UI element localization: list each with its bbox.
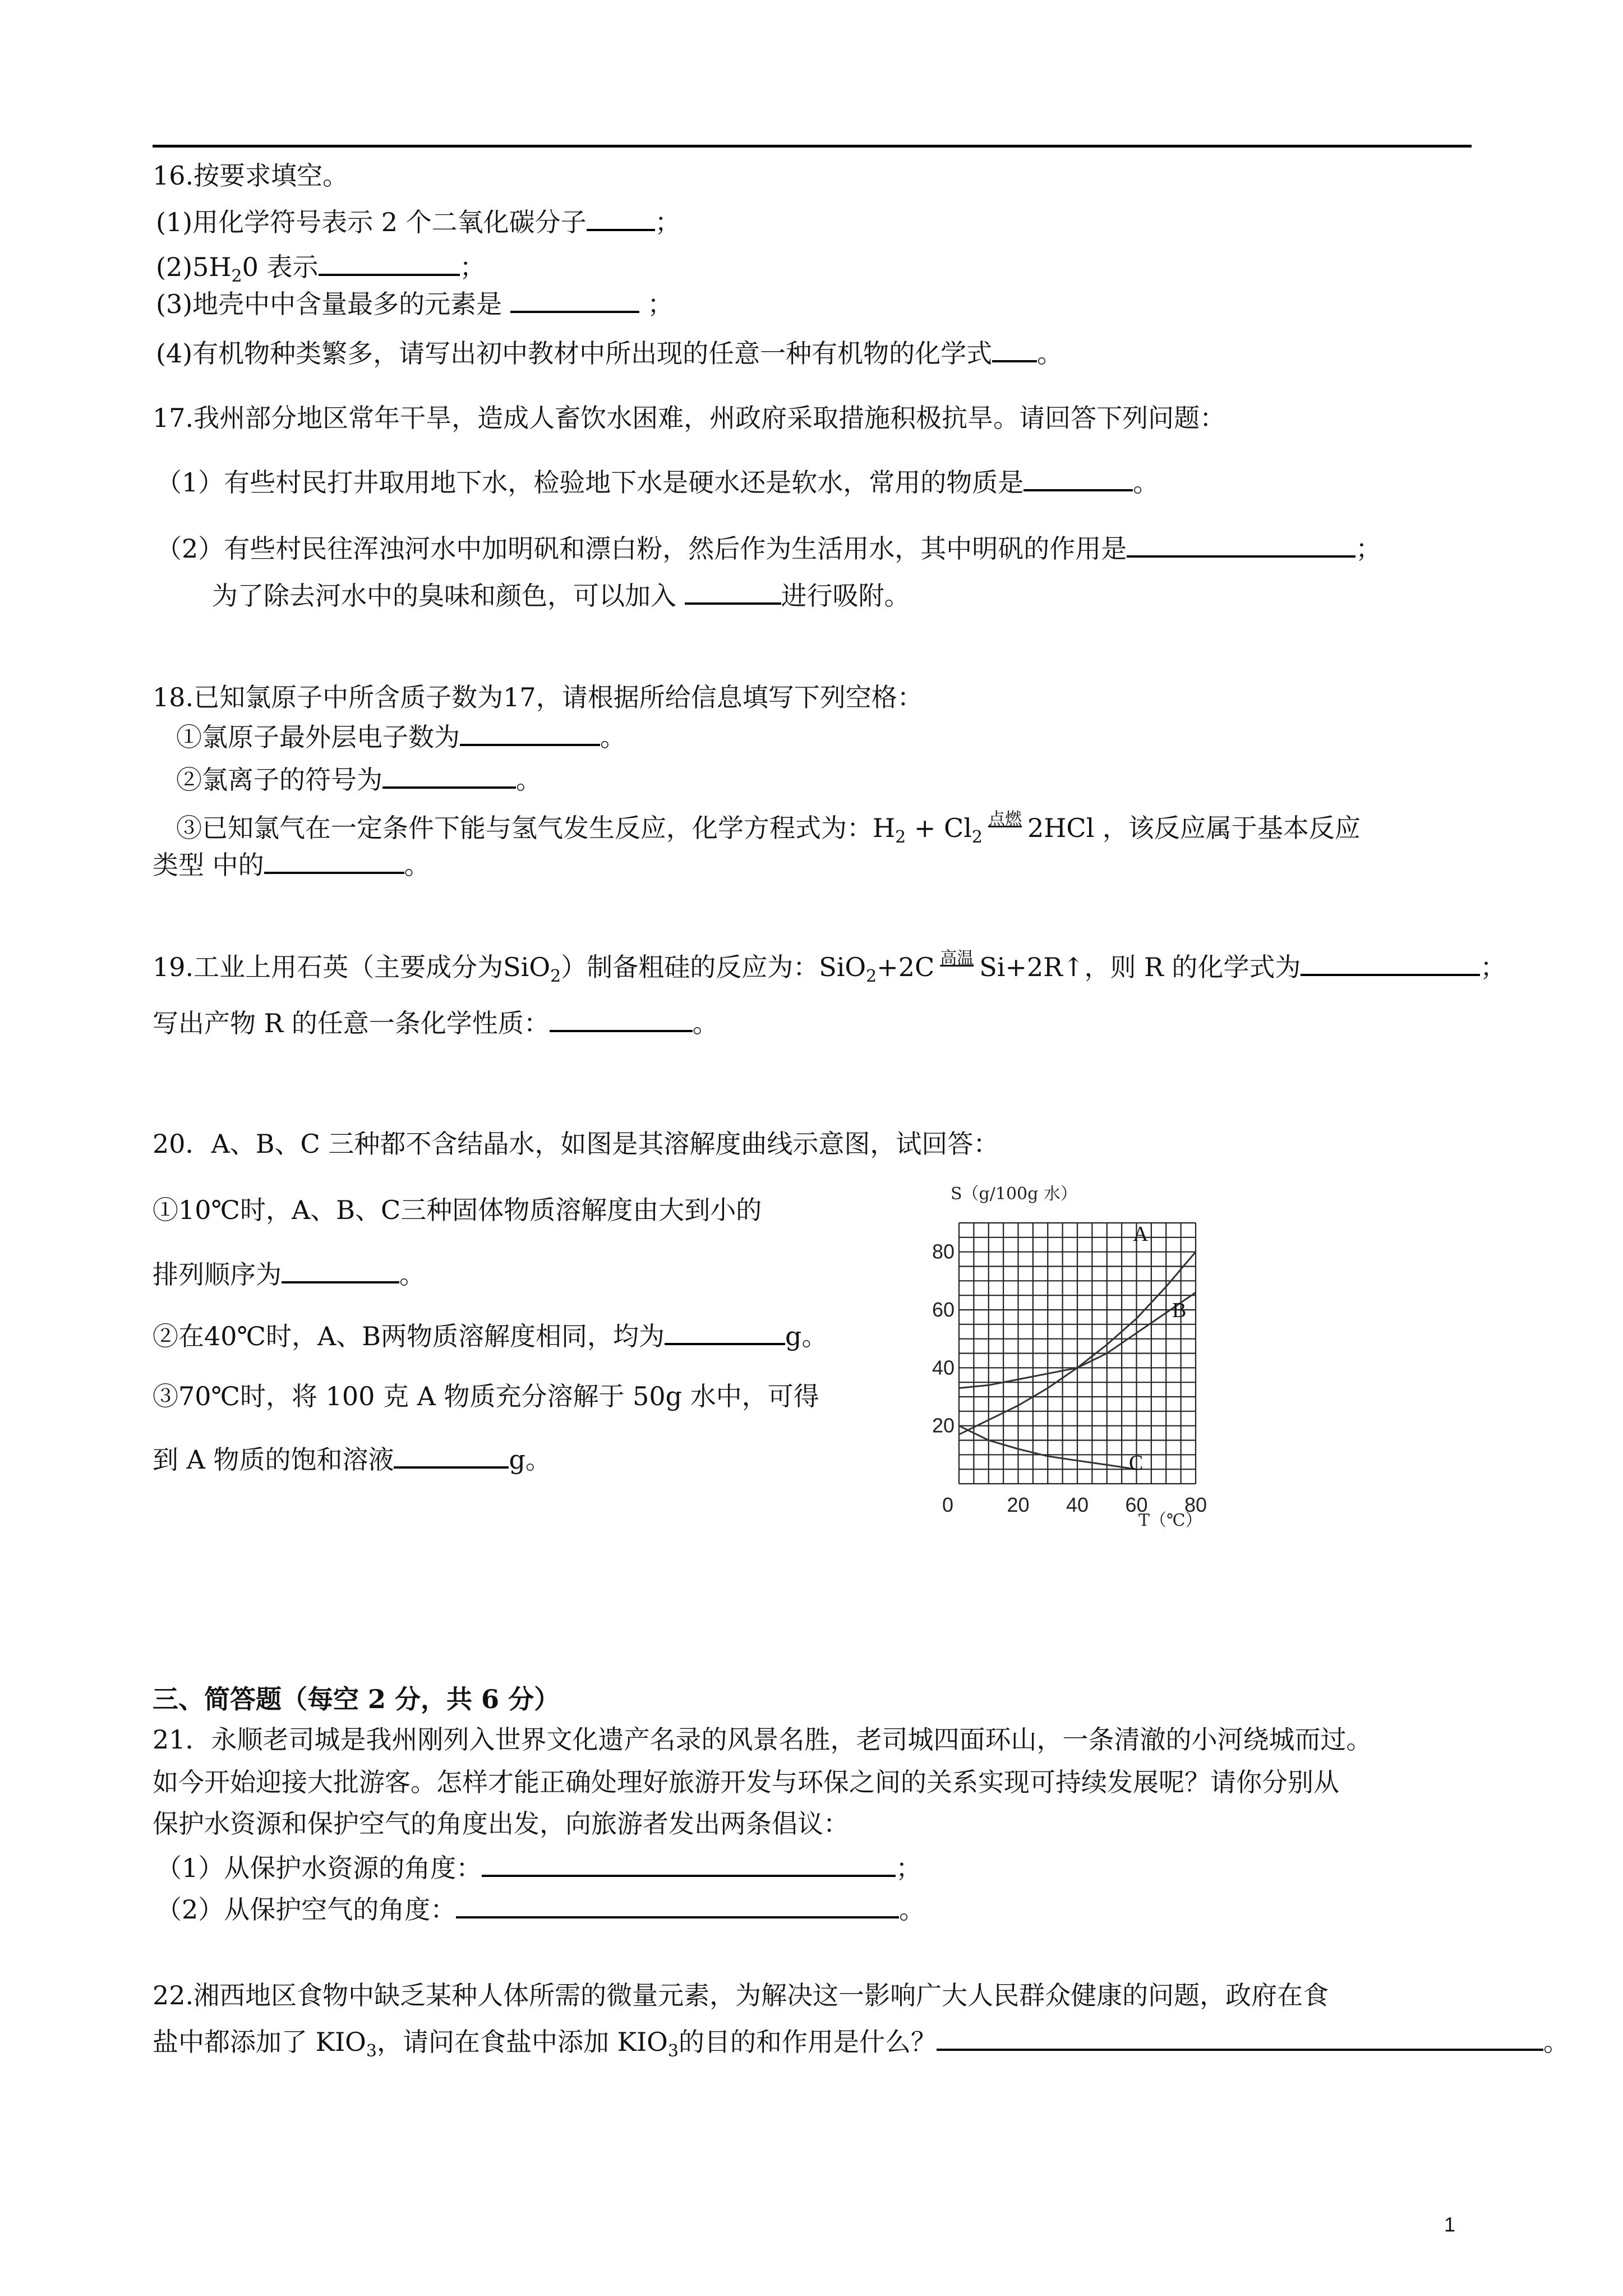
reaction-condition: 点燃: [988, 809, 1022, 829]
answer-blank[interactable]: [937, 2024, 1543, 2051]
answer-blank[interactable]: [587, 204, 655, 231]
header-rule: [153, 145, 1472, 148]
answer-blank[interactable]: [550, 1005, 693, 1032]
q17-title: 17.我州部分地区常年干旱，造成人畜饮水困难，州政府采取措施积极抗旱。请回答下列问题：: [153, 403, 1226, 433]
q21-part2: （2）从保护空气的角度： 。: [156, 1892, 925, 1926]
answer-blank[interactable]: [1127, 531, 1355, 558]
q21-part1: （1）从保护水资源的角度： ；: [156, 1850, 921, 1884]
q19-part1: 19.工业上用石英（主要成分为SiO$_2$）制备粗硅的反应为：SiO$_2$+2C 高温 Si+2R↑，则 R 的化学式为 ；: [153, 942, 1506, 983]
x-axis-label: T（℃）: [1138, 1511, 1202, 1530]
page-number: 1: [1444, 2213, 1456, 2236]
q18-part3: ③已知氯气在一定条件下能与氢气发生反应，化学方程式为：$H_2 + Cl_2$点燃 2HCl ，该反应属于基本反应: [176, 803, 1361, 844]
answer-blank[interactable]: [456, 1892, 899, 1918]
q18-part1: ①氯原子最外层电子数为 。: [176, 719, 626, 753]
y-tick-label: 60: [932, 1298, 955, 1321]
q18-part4: 类型 中的 。: [153, 847, 430, 881]
answer-blank[interactable]: [510, 286, 639, 313]
answer-blank[interactable]: [1023, 464, 1133, 491]
y-tick-label: 80: [932, 1240, 955, 1263]
q20-title: 20．A、B、C 三种都不含结晶水，如图是其溶解度曲线示意图，试回答：: [153, 1129, 999, 1159]
q17-part3: 为了除去河水中的臭味和颜色，可以加入 进行吸附。: [212, 578, 910, 612]
answer-blank[interactable]: [382, 762, 516, 789]
q17-part2: （2）有些村民往浑浊河水中加明矾和漂白粉，然后作为生活用水，其中明矾的作用是 ；: [156, 531, 1381, 565]
q16-part2: $(2)5H_20$ 表示 ；: [156, 249, 486, 283]
answer-blank[interactable]: [394, 1442, 509, 1469]
y-axis-label: S（g/100g 水）: [951, 1184, 1077, 1204]
q16-part4: (4)有机物种类繁多，请写出初中教材中所出现的任意一种有机物的化学式 。: [156, 335, 1063, 370]
q16-part1: (1)用化学符号表示 2 个二氧化碳分子 ；: [156, 204, 681, 238]
x-tick-label: 60: [1125, 1493, 1148, 1516]
q18-title: 18.已知氯原子中所含质子数为17，请根据所给信息填写下列空格：: [153, 682, 923, 712]
q18-part2: ②氯离子的符号为 。: [176, 762, 542, 796]
q17-part1: （1）有些村民打井取用地下水，检验地下水是硬水还是软水，常用的物质是 。: [156, 464, 1159, 499]
x-tick-label: 80: [1184, 1493, 1207, 1516]
section-3-title: 三、简答题（每空 2 分，共 6 分）: [153, 1684, 560, 1714]
series-label-c: C: [1129, 1451, 1144, 1475]
answer-blank[interactable]: [264, 847, 404, 874]
answer-blank[interactable]: [482, 1850, 896, 1877]
x-tick-label: 40: [1066, 1493, 1089, 1516]
answer-blank[interactable]: [282, 1257, 399, 1283]
answer-blank[interactable]: [685, 578, 781, 605]
reaction-condition: 高温: [940, 949, 974, 968]
q22-line2: 盐中都添加了 $KIO_3$，请问在食盐中添加 $KIO_3$的目的和作用是什么？ 。: [153, 2024, 1569, 2058]
q20-part2: 排列顺序为 。: [153, 1257, 425, 1291]
q20-part1: ①10℃时，A、B、C三种固体物质溶解度由大到小的: [153, 1195, 762, 1225]
q21-line2: 如今开始迎接大批游客。怎样才能正确处理好旅游开发与环保之间的关系实现可持续发展呢？请你分别从: [153, 1767, 1339, 1797]
q20-part4: ③70℃时，将 100 克 A 物质充分溶解于 50g 水中，可得: [153, 1381, 819, 1411]
q21-line1: 21．永顺老司城是我州刚列入世界文化遗产名录的风景名胜，老司城四面环山，一条清澈的小河绕城而过。: [153, 1724, 1372, 1755]
y-tick-label: 20: [932, 1414, 955, 1437]
answer-blank[interactable]: [665, 1318, 785, 1345]
q20-part5: 到 A 物质的饱和溶液 g。: [153, 1442, 551, 1476]
q21-line3: 保护水资源和保护空气的角度出发，向旅游者发出两条倡议：: [153, 1809, 849, 1839]
x-tick-label: 20: [1007, 1493, 1030, 1516]
q16-title: 16.按要求填空。: [153, 160, 349, 191]
answer-blank[interactable]: [460, 719, 600, 746]
answer-blank[interactable]: [319, 249, 460, 276]
answer-blank[interactable]: [992, 335, 1037, 362]
answer-blank[interactable]: [1301, 949, 1480, 976]
q16-part3: (3)地壳中中含量最多的元素是 ；: [156, 286, 673, 320]
series-label-b: B: [1172, 1299, 1187, 1322]
x-tick-label: 0: [942, 1493, 954, 1516]
series-label-a: A: [1133, 1222, 1149, 1246]
q20-part3: ②在40℃时，A、B两物质溶解度相同，均为 g。: [153, 1318, 827, 1352]
q19-part2: 写出产物 R 的任意一条化学性质： 。: [153, 1005, 718, 1039]
q22-line1: 22.湘西地区食物中缺乏某种人体所需的微量元素，为解决这一影响广大人民群众健康的问题，政府在食: [153, 1980, 1329, 2010]
solubility-chart: [909, 1178, 1223, 1543]
y-tick-label: 40: [932, 1356, 955, 1379]
